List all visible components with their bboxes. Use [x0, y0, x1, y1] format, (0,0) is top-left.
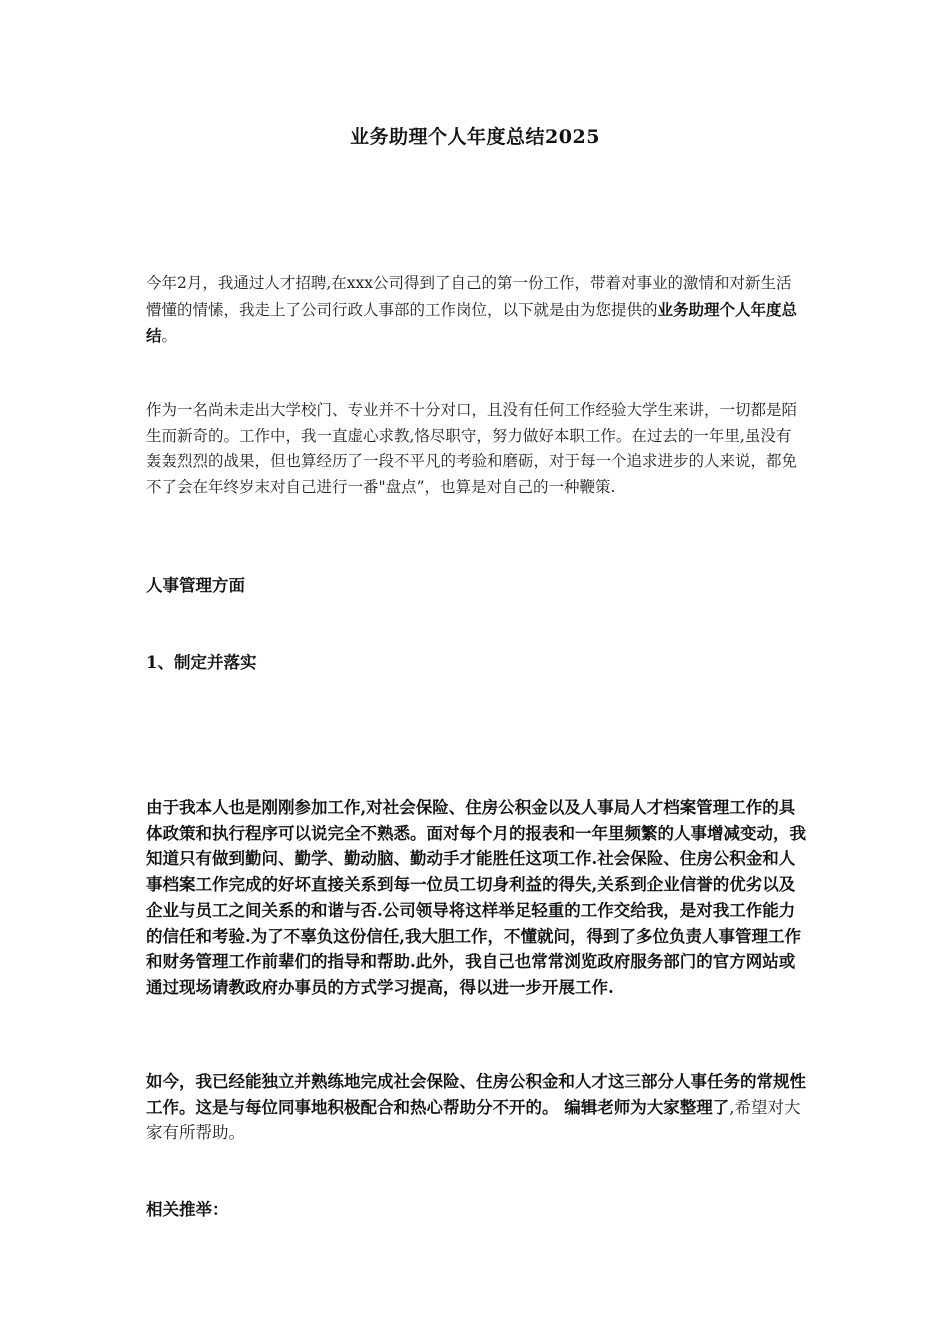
paragraph-3-bold-text: 如今，我已经能独立并熟练地完成社会保险、住房公积金和人才这三部分人事任务的常规性工作。这是与每位同事地积极配合和热心帮助分不开的。 编辑老师为大家整理了	[146, 1072, 806, 1117]
body-paragraph-1: 作为一名尚未走出大学校门、专业并不十分对口，且没有任何工作经验大学生来讲，一切都是陌生而新奇的。工作中，我一直虚心求教,恪尽职守，努力做好本职工作。在过去的一年里,虽没有轰轰烈烈的战果，但也算经历了一段不平凡的考验和磨砺，对于每一个追求进步的人来说，都免不了会在年终岁末对自己进行一番"盘点”，也算是对自己的一种鞭策.	[146, 401, 798, 496]
paragraph-3-normal-text: ,希望对大家有所帮助。	[146, 1097, 801, 1143]
intro-paragraph	[146, 271, 806, 350]
section-heading: 人事管理方面	[146, 576, 245, 595]
intro-bold-text: 业务助理个人年度总结	[146, 299, 798, 345]
intro-end-text: 。	[161, 327, 178, 345]
document-title: 业务助理个人年度总结2025	[350, 126, 600, 148]
item-heading: 1、制定并落实	[146, 653, 257, 672]
body-paragraph-3	[146, 1069, 806, 1146]
related-heading: 相关推举：	[146, 1200, 229, 1219]
body-paragraph-2: 由于我本人也是刚刚参加工作,对社会保险、住房公积金以及人事局人才档案管理工作的具体政策和执行程序可以说完全不熟悉。面对每个月的报表和一年里频繁的人事增减变动，我知道只有做到勤问、勤学、勤动脑、勤动手才能胜任这项工作.社会保险、住房公积金和人事档案工作完成的好坏直接关系到每一位员工切身利益的得失,关系到企业信誉的优劣以及企业与员工之间关系的和谐与否.公司领导将这样举足轻重的工作交给我，是对我工作能力的信任和考验.为了不辜负这份信任,我大胆工作，不懂就问，得到了多位负责人事管理工作和财务管理工作前辈们的指导和帮助.此外，我自己也常常浏览政府服务部门的官方网站或通过现场请教政府办事员的方式学习提高，得以进一步开展工作.	[146, 798, 806, 997]
intro-text: 今年2月，我通过人才招聘,在xxx公司得到了自己的第一份工作，带着对事业的激情和对新生活懵懂的情愫，我走上了公司行政人事部的工作岗位，以下就是由为您提供的	[146, 274, 792, 319]
